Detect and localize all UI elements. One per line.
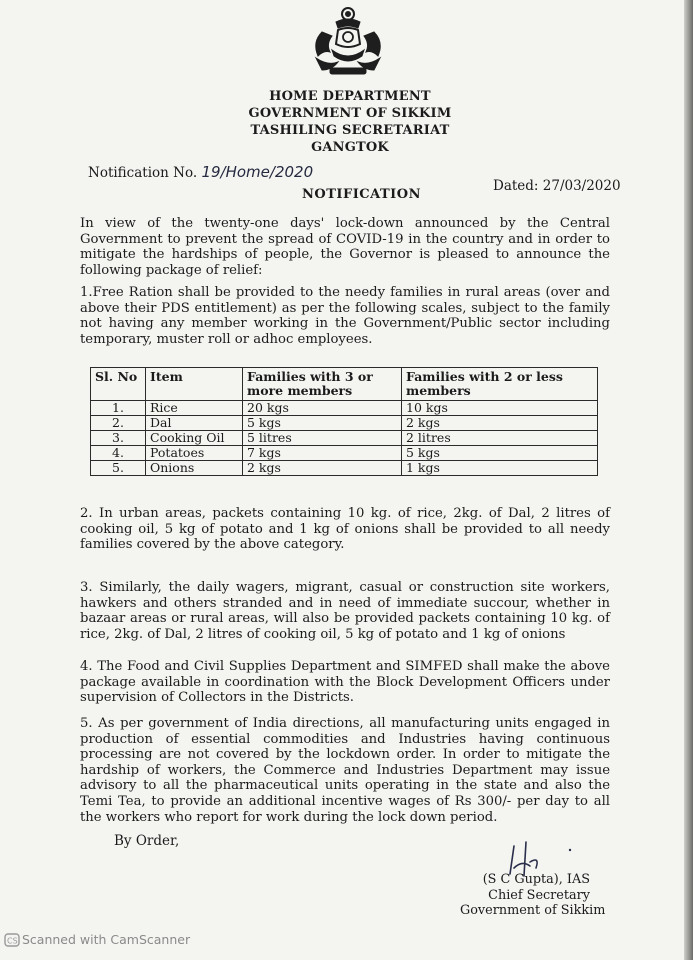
department-name: HOME DEPARTMENT [269, 89, 431, 104]
column-header-sl-no: Sl. No [91, 368, 146, 401]
cell-qty-2-or-less: 2 kgs [402, 416, 598, 431]
cell-qty-2-or-less: 1 kgs [402, 461, 598, 476]
ration-table [90, 367, 598, 476]
scanner-watermark [4, 932, 190, 947]
point-5-paragraph: 5. As per government of India directions, all manufacturing units engaged in production of essential commodities and Industries having continuous processing are not covered by the lockdown order. In order to mitigate the hardship of workers, the Commerce and Industries Department may issue advisory to all the pharmaceutical units operating in the state and also the Temi Tea, to provide an additional incentive wages of Rs 300/- per day to all the workers who report for work during the lock down period. [80, 716, 610, 825]
notification-number [88, 163, 313, 181]
cell-qty-3-or-more: 2 kgs [243, 461, 402, 476]
table-header-row [91, 368, 598, 401]
cell-qty-2-or-less: 10 kgs [402, 401, 598, 416]
government-name: GOVERNMENT OF SIKKIM [248, 106, 452, 121]
cell-sl-no: 1. [91, 401, 146, 416]
sikkim-emblem-icon [308, 4, 388, 78]
table-row [91, 446, 598, 461]
cell-item: Rice [146, 401, 243, 416]
notification-number-value: 19/Home/2020 [201, 163, 314, 181]
table-row [91, 416, 598, 431]
page-edge-shadow [684, 0, 693, 960]
table-row [91, 431, 598, 446]
cell-qty-3-or-more: 7 kgs [243, 446, 402, 461]
cell-sl-no: 2. [91, 416, 146, 431]
notification-date: Dated: 27/03/2020 [493, 178, 621, 194]
point-4-paragraph: 4. The Food and Civil Supplies Department and SIMFED shall make the above package available in coordination with the Block Development Officers under supervision of Collectors in the Districts. [80, 659, 610, 706]
signatory-office: Government of Sikkim [460, 903, 606, 918]
point-1-paragraph: 1.Free Ration shall be provided to the needy families in rural areas (over and above their PDS entitlement) as per the following scales, subject to the family not having any member working in the Government/Public sector including temporary, muster roll or adhoc employees. [80, 285, 610, 347]
cell-qty-3-or-more: 20 kgs [243, 401, 402, 416]
by-order-text: By Order, [114, 833, 180, 849]
cell-item: Cooking Oil [146, 431, 243, 446]
cell-sl-no: 3. [91, 431, 146, 446]
cell-sl-no: 5. [91, 461, 146, 476]
column-header-families-3-or-more: Families with 3 or more members [243, 368, 402, 401]
signature-block [460, 872, 606, 919]
intro-paragraph: In view of the twenty-one days' lock-down announced by the Central Government to prevent the spread of COVID-19 in the country and in order to mitigate the hardships of people, the Governor is pleased to announce the following package of relief: [80, 216, 610, 278]
table-row [91, 461, 598, 476]
cell-qty-2-or-less: 5 kgs [402, 446, 598, 461]
watermark-text: Scanned with CamScanner [22, 932, 191, 947]
signatory-designation: Chief Secretary [488, 887, 590, 903]
cell-item: Dal [146, 416, 243, 431]
city-name: GANGTOK [311, 140, 389, 155]
point-2-paragraph: 2. In urban areas, packets containing 10 kg. of rice, 2kg. of Dal, 2 litres of cooking oil, 5 kg of potato and 1 kg of onions shall be provided to all needy families covered by the above category. [80, 506, 610, 553]
secretariat-name: TASHILING SECRETARIAT [250, 123, 450, 138]
table-row [91, 401, 598, 416]
camscanner-logo-icon [4, 933, 20, 947]
cell-item: Onions [146, 461, 243, 476]
notification-title: NOTIFICATION [302, 187, 421, 202]
cell-qty-3-or-more: 5 kgs [243, 416, 402, 431]
cell-qty-2-or-less: 2 litres [402, 431, 598, 446]
cell-sl-no: 4. [91, 446, 146, 461]
svg-text:CS: CS [7, 936, 18, 945]
column-header-item: Item [146, 368, 243, 401]
cell-qty-3-or-more: 5 litres [243, 431, 402, 446]
cell-item: Potatoes [146, 446, 243, 461]
signatory-name: (S C Gupta), IAS [482, 872, 590, 887]
notification-number-label: Notification No. [88, 165, 198, 181]
column-header-families-2-or-less: Families with 2 or less members [402, 368, 598, 401]
point-3-paragraph: 3. Similarly, the daily wagers, migrant, casual or construction site workers, hawkers and others stranded and in need of immediate succour, whether in bazaar areas or rural areas, will also be provided packets containing 10 kg. of rice, 2kg. of Dal, 2 litres of cooking oil, 5 kg of potato and 1 kg of onions [80, 580, 610, 642]
